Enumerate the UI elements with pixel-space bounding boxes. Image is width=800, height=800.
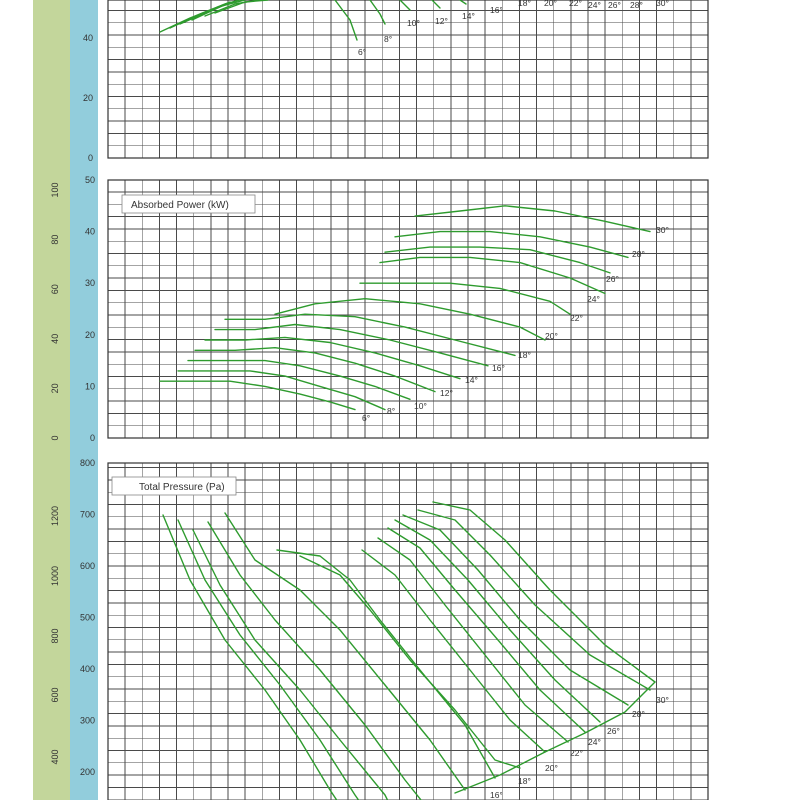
pressure-angle-label: 22° <box>570 748 583 758</box>
pressure-angle-label: 26° <box>607 726 620 736</box>
pressure-angle-label: 16° <box>490 790 503 800</box>
bottom-panel-grid <box>108 463 708 800</box>
power-curve-22deg <box>360 283 570 314</box>
top-angle-label: 18° <box>518 0 531 8</box>
power-y-tick-label: 0 <box>89 433 95 443</box>
power-angle-label: 14° <box>465 375 478 385</box>
power-y-tick-label: 50 <box>84 175 95 185</box>
power-angle-label: 6° <box>362 413 371 423</box>
pressure-y-tick-label: 500 <box>79 612 95 623</box>
top-angle-label: 20° <box>544 0 557 8</box>
absorbed-power-legend-text: Absorbed Power (kW) <box>131 200 229 211</box>
bottom-panel-frame <box>108 463 708 800</box>
top-angle-label: 22° <box>569 0 582 8</box>
top-angle-label: 12° <box>435 16 448 26</box>
pressure-outer-tick-label: 400 <box>50 749 60 765</box>
pressure-angle-curve <box>395 520 600 722</box>
power-outer-tick-label: 60 <box>50 284 60 295</box>
power-curve-20deg <box>275 299 545 340</box>
pressure-angle-label: 20° <box>545 763 558 773</box>
power-angle-label: 22° <box>570 313 583 323</box>
power-y-tick-label: 20 <box>84 329 95 340</box>
top-angle-label: 14° <box>462 11 475 21</box>
power-y-tick-label: 40 <box>84 226 95 237</box>
pressure-angle-curve <box>178 520 362 800</box>
pressure-y-tick-label: 300 <box>79 715 95 726</box>
inner-axis-band <box>70 0 98 800</box>
power-angle-label: 12° <box>440 388 453 398</box>
pressure-angle-label: 18° <box>518 776 531 786</box>
power-angle-label: 20° <box>545 331 558 341</box>
pressure-outer-tick-label: 800 <box>50 628 60 644</box>
pressure-y-tick-label: 200 <box>79 767 95 777</box>
top-angle-label: 30° <box>656 0 669 8</box>
power-curve-6deg <box>160 381 355 409</box>
top-angle-label: 24° <box>588 0 601 10</box>
pressure-angle-label: 28° <box>632 709 645 719</box>
power-angle-label: 30° <box>656 225 669 235</box>
power-outer-tick-label: 0 <box>50 435 60 441</box>
power-outer-tick-label: 80 <box>50 234 60 245</box>
power-angle-label: 24° <box>587 294 600 304</box>
power-outer-tick-label: 20 <box>50 383 60 394</box>
power-outer-tick-label: 40 <box>50 333 60 344</box>
total-pressure-legend-text: Total Pressure (Pa) <box>139 482 225 493</box>
pressure-y-tick-label: 700 <box>79 509 95 520</box>
power-y-tick-label: 30 <box>84 278 95 289</box>
top-angle-label: 26° <box>608 0 621 10</box>
pressure-angle-curve <box>418 510 650 690</box>
top-angle-curve <box>370 0 385 24</box>
pressure-outer-tick-label: 1200 <box>50 505 60 527</box>
power-angle-label: 16° <box>492 363 505 373</box>
top-y-tick-label: 40 <box>82 33 93 43</box>
power-angle-label: 26° <box>606 274 619 284</box>
top-angle-curve <box>400 0 410 10</box>
pressure-angle-label: 30° <box>656 695 669 705</box>
power-curve-30deg <box>415 206 650 232</box>
pressure-y-tick-label: 800 <box>79 458 95 468</box>
power-outer-tick-label: 100 <box>50 182 60 198</box>
pressure-outer-tick-label: 1000 <box>50 565 60 587</box>
top-angle-label: 10° <box>407 18 420 28</box>
top-angle-label: 8° <box>384 34 393 44</box>
top-angle-label: 6° <box>358 47 367 57</box>
pressure-angle-curve <box>300 556 520 768</box>
pressure-y-tick-label: 400 <box>79 664 95 674</box>
power-angle-label: 10° <box>414 401 427 411</box>
pressure-angle-curve <box>225 513 465 790</box>
power-angle-label: 28° <box>632 249 645 259</box>
top-angle-label: 28° <box>630 0 643 10</box>
pressure-y-tick-label: 600 <box>79 561 95 571</box>
top-y-tick-label: 20 <box>82 93 93 103</box>
power-curve-16deg <box>215 325 488 366</box>
pressure-angle-label: 24° <box>588 737 601 747</box>
outer-axis-band <box>33 0 70 800</box>
power-y-tick-label: 10 <box>84 381 95 392</box>
pressure-angle-curve <box>362 550 545 752</box>
absorbed-power-legend <box>122 195 255 213</box>
top-angle-curve <box>335 0 357 40</box>
top-angle-label: 16° <box>490 5 503 15</box>
top-y-tick-label: 0 <box>87 153 93 163</box>
power-angle-label: 8° <box>387 406 396 416</box>
power-curve-18deg <box>225 314 515 355</box>
top-angle-curve <box>432 0 440 8</box>
pressure-outer-tick-label: 600 <box>50 687 60 703</box>
pressure-angle-curve <box>193 530 390 800</box>
power-angle-label: 18° <box>518 350 531 360</box>
total-pressure-legend <box>112 477 236 495</box>
